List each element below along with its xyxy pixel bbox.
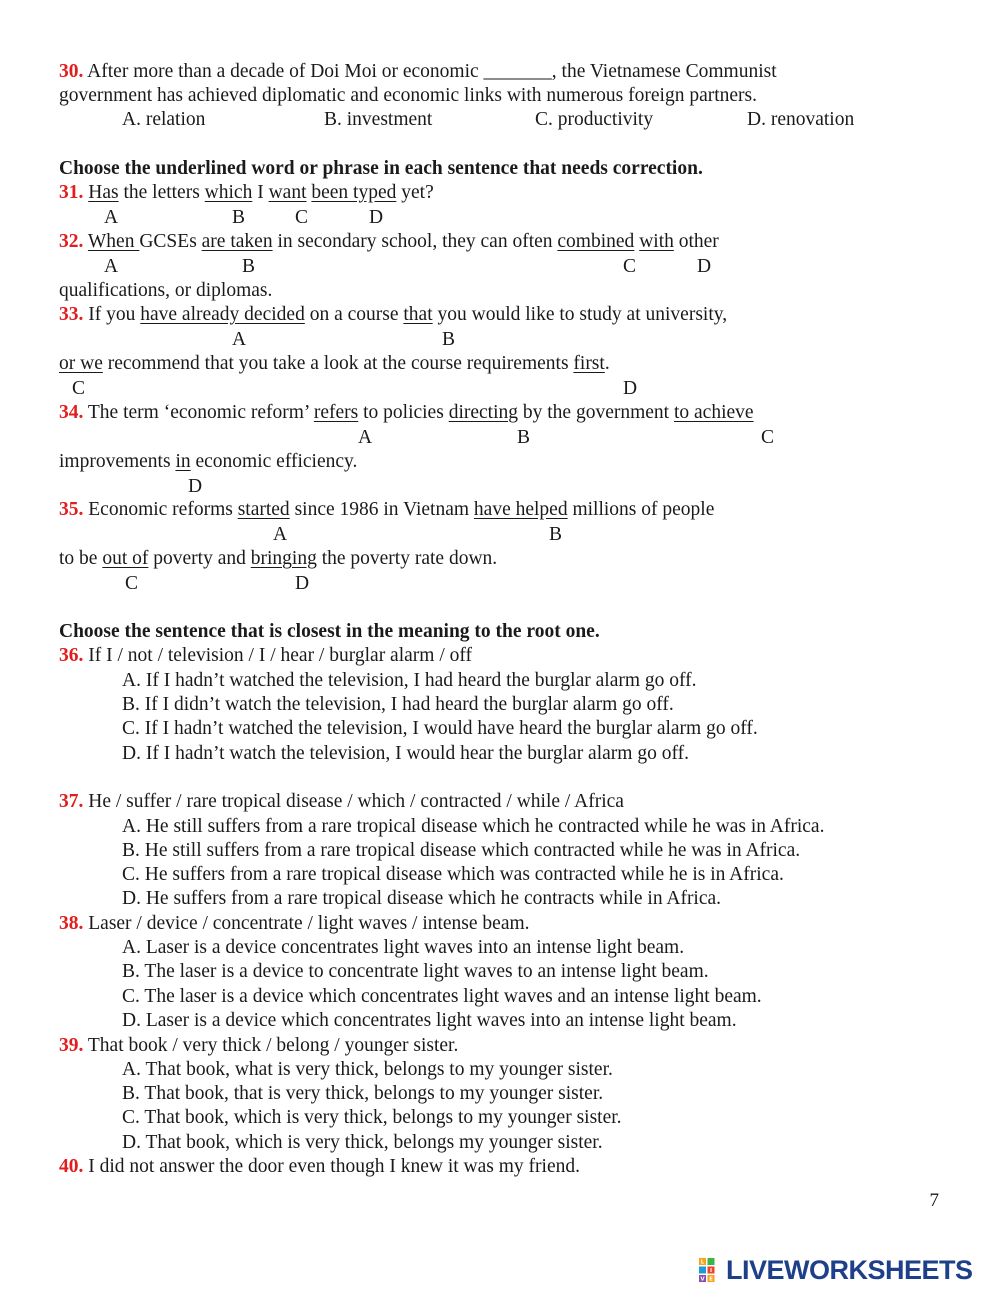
section-error-instruction: Choose the underlined word or phrase in each sentence that needs correction.: [59, 158, 703, 179]
q33-underline-c: or we: [59, 353, 103, 374]
q33-sentence-line-2: or we recommend that you take a look at the course requirements first.: [59, 353, 610, 374]
q31-letter-a[interactable]: A: [104, 207, 119, 228]
brand-name: LIVEWORKSHEETS: [726, 1254, 973, 1285]
q33-letter-a[interactable]: A: [232, 329, 247, 350]
q40-prompt: 40. I did not answer the door even though I knew it was my friend.: [59, 1156, 580, 1177]
q36-prompt: 36. If I / not / television / I / hear / burglar alarm / off: [59, 645, 473, 666]
q31-number: 31.: [59, 182, 84, 203]
q35-letter-a[interactable]: A: [273, 524, 288, 545]
q39-option-d[interactable]: D. That book, which is very thick, belongs my younger sister.: [122, 1132, 603, 1153]
q31-sentence: 31. Has the letters which I want been typed yet?: [59, 182, 434, 203]
q32-underline-b: are taken: [201, 231, 273, 252]
q40-number: 40.: [59, 1156, 84, 1177]
section-meaning-instruction: Choose the sentence that is closest in the meaning to the root one.: [59, 621, 600, 642]
q36-number: 36.: [59, 645, 84, 666]
q39-option-b[interactable]: B. That book, that is very thick, belongs to my younger sister.: [122, 1083, 604, 1104]
logo-letter-l: L: [700, 1259, 705, 1266]
q30-line-2: government has achieved diplomatic and economic links with numerous foreign partners.: [59, 85, 758, 106]
q33-letter-d[interactable]: D: [623, 378, 638, 399]
q33-underline-b: that: [403, 304, 433, 325]
q35-underline-c: out of: [102, 548, 149, 569]
q35-sentence-line-1: 35. Economic reforms started since 1986 in Vietnam have helped millions of people: [59, 499, 715, 520]
q32-sentence: 32. When GCSEs are taken in secondary school, they can often combined with other: [59, 231, 719, 252]
logo-letter-v: V: [700, 1276, 705, 1282]
page-number: 7: [929, 1190, 939, 1211]
q33-number: 33.: [59, 304, 84, 325]
q37-option-c[interactable]: C. He suffers from a rare tropical disease which was contracted while he is in Africa.: [122, 864, 784, 885]
q32-underline-d: with: [639, 231, 674, 252]
q34-underline-a: refers: [313, 402, 359, 423]
q33-sentence-line-1: 33. If you have already decided on a course that you would like to study at university,: [59, 304, 728, 325]
q32-number: 32.: [59, 231, 84, 252]
q35-letter-c[interactable]: C: [125, 573, 139, 594]
q35-letter-b[interactable]: B: [549, 524, 563, 545]
q32-letter-b[interactable]: B: [242, 256, 256, 277]
q30-option-b[interactable]: B. investment: [324, 109, 433, 130]
q31-underline-a: Has: [88, 182, 119, 203]
q34-underline-b: directing: [448, 402, 518, 423]
q35-underline-d: bringing: [250, 548, 317, 569]
q34-letter-c[interactable]: C: [761, 427, 775, 448]
q33-letter-c[interactable]: C: [72, 378, 86, 399]
q33-letter-b[interactable]: B: [442, 329, 456, 350]
q36-option-d[interactable]: D. If I hadn’t watch the television, I would hear the burglar alarm go off.: [122, 743, 689, 764]
q39-option-c[interactable]: C. That book, which is very thick, belongs to my younger sister.: [122, 1107, 622, 1128]
q37-number: 37.: [59, 791, 84, 812]
q34-letter-d[interactable]: D: [188, 476, 203, 497]
q34-number: 34.: [59, 402, 84, 423]
q31-underline-d: been typed: [311, 182, 397, 203]
q31-letter-b[interactable]: B: [232, 207, 246, 228]
q31-letter-c[interactable]: C: [295, 207, 309, 228]
liveworksheets-logo[interactable]: [699, 1256, 973, 1284]
q39-number: 39.: [59, 1035, 84, 1056]
q33-underline-a: have already decided: [140, 304, 305, 325]
q37-option-d[interactable]: D. He suffers from a rare tropical disease which he contracts while in Africa.: [122, 888, 722, 909]
q37-option-b[interactable]: B. He still suffers from a rare tropical disease which contracted while he was in Africa.: [122, 840, 801, 861]
q38-prompt: 38. Laser / device / concentrate / light waves / intense beam.: [59, 913, 530, 934]
q31-letter-d[interactable]: D: [369, 207, 384, 228]
q36-option-a[interactable]: A. If I hadn’t watched the television, I had heard the burglar alarm go off.: [122, 670, 697, 691]
q36-option-c[interactable]: C. If I hadn’t watched the television, I would have heard the burglar alarm go off.: [122, 718, 758, 739]
q31-underline-b: which: [204, 182, 253, 203]
liveworksheets-icon: [699, 1258, 723, 1282]
q34-letter-a[interactable]: A: [358, 427, 373, 448]
logo-letter-i: I: [709, 1268, 713, 1275]
q34-letter-b[interactable]: B: [517, 427, 531, 448]
q34-sentence-line-2: improvements in economic efficiency.: [59, 451, 358, 472]
q39-option-a[interactable]: A. That book, what is very thick, belongs to my younger sister.: [122, 1059, 613, 1080]
q33-underline-d: first: [573, 353, 605, 374]
q37-option-a[interactable]: A. He still suffers from a rare tropical disease which he contracted while he was in Africa.: [122, 816, 825, 837]
q34-underline-d: in: [175, 451, 191, 472]
q37-prompt: 37. He / suffer / rare tropical disease / which / contracted / while / Africa: [59, 791, 624, 812]
q35-sentence-line-2: to be out of poverty and bringing the poverty rate down.: [59, 548, 498, 569]
q35-letter-d[interactable]: D: [295, 573, 310, 594]
q39-prompt: 39. That book / very thick / belong / younger sister.: [59, 1035, 459, 1056]
q35-underline-b: have helped: [473, 499, 568, 520]
q38-option-c[interactable]: C. The laser is a device which concentrates light waves and an intense light beam.: [122, 986, 762, 1007]
q35-number: 35.: [59, 499, 84, 520]
q35-underline-a: started: [237, 499, 290, 520]
q30-option-a[interactable]: A. relation: [122, 109, 206, 130]
q30-number: 30.: [59, 61, 84, 82]
q34-underline-c: to achieve: [673, 402, 754, 423]
q32-letter-c[interactable]: C: [623, 256, 637, 277]
q38-option-a[interactable]: A. Laser is a device concentrates light waves into an intense light beam.: [122, 937, 685, 958]
q30-line-1: 30. After more than a decade of Doi Moi or economic _______, the Vietnamese Communist: [59, 61, 777, 82]
q31-underline-c: want: [268, 182, 307, 203]
q38-option-d[interactable]: D. Laser is a device which concentrates light waves into an intense light beam.: [122, 1010, 737, 1031]
q36-option-b[interactable]: B. If I didn’t watch the television, I had heard the burglar alarm go off.: [122, 694, 674, 715]
q30-option-d[interactable]: D. renovation: [747, 109, 855, 130]
q32-line-2: qualifications, or diplomas.: [59, 280, 273, 301]
q32-letter-d[interactable]: D: [697, 256, 712, 277]
q32-letter-a[interactable]: A: [104, 256, 119, 277]
logo-letter-e: E: [709, 1276, 713, 1282]
q30-option-c[interactable]: C. productivity: [535, 109, 654, 130]
q38-option-b[interactable]: B. The laser is a device to concentrate light waves to an intense light beam.: [122, 961, 709, 982]
q38-number: 38.: [59, 913, 84, 934]
q32-underline-a: When: [87, 231, 140, 252]
q32-underline-c: combined: [557, 231, 635, 252]
q34-sentence-line-1: 34. The term ‘economic reform’ refers to policies directing by the government to achieve: [59, 402, 754, 423]
